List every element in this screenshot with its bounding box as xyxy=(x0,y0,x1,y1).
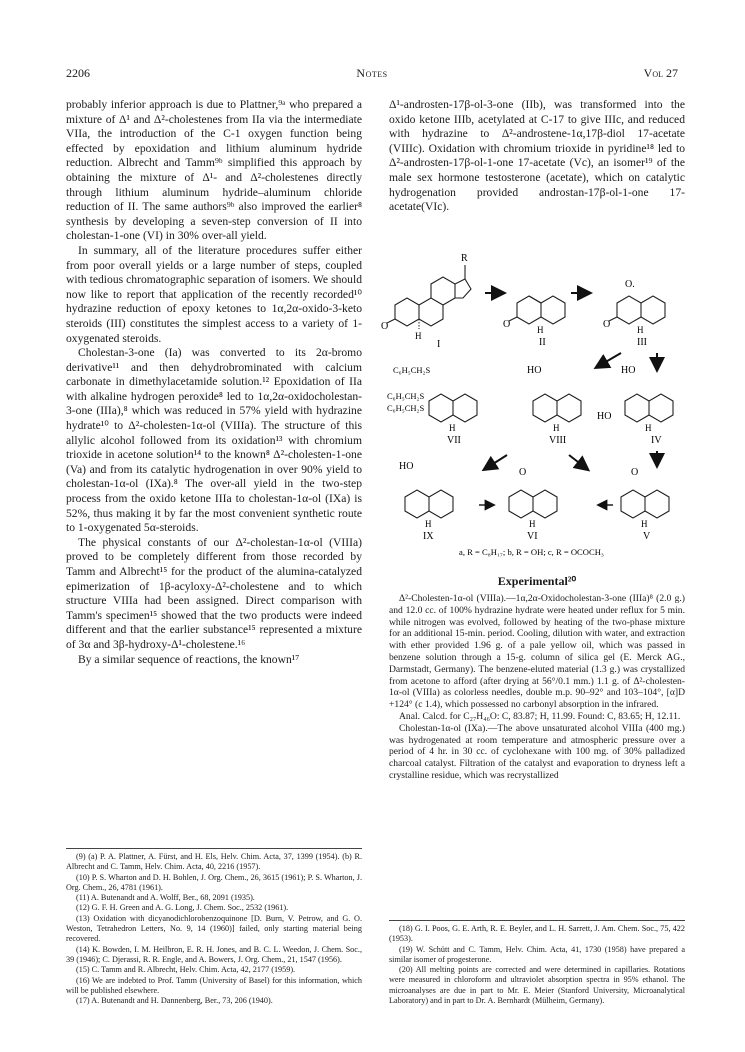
body-paragraph: By a similar sequence of reactions, the known¹⁷ xyxy=(78,652,300,666)
page-number: 2206 xyxy=(66,66,90,80)
footnote: (15) C. Tamm and R. Albrecht, Helv. Chim. Acta, 42, 2177 (1959). xyxy=(76,965,296,975)
experimental-paragraph: Δ²-Cholesten-1α-ol (VIIIa).—1α,2α-Oxidocholestan-3-one (IIIa)⁸ (2.0 g.) and 12.0 cc. of 100% hydrazine hydrate were heated under reflux for 5 min. while nitrogen was evolved, followed by heating of the two-phase mixture for an additional 15-min. period. Cooling, dilution with water, and extraction with ether provided 1.96 g. of a pale yellow oil, which was passed in benzene solution through a 15-g. column of silica gel (E. Merck AG., Darmstadt, Germany). The benzene-eluted material (1.3 g.) was crystallized from acetone to afford (after drying at 56°/0.1 mm.) 1.1 g. of Δ²-cholesten-1α-ol (VIIIa) as colorless needles, double m.p. 90–92° and 103–104°, [α]D +124° (c 1.4), which possessed no carbonyl absorption in the infrared. xyxy=(389,593,685,711)
atom-label: HO xyxy=(527,365,542,376)
substituent-label: C₆H₅CH₂S xyxy=(387,391,425,401)
atom-label: H xyxy=(449,423,456,433)
structure-II xyxy=(503,296,565,348)
footnote: (17) A. Butenandt and H. Dannenberg, Ber., 73, 206 (1940). xyxy=(76,996,273,1006)
atom-label: H xyxy=(425,519,432,529)
experimental-paragraph: Cholestan-1α-ol (IXa).—The above unsaturated alcohol VIIIa (400 mg.) was hydrogenated at room temperature and atmospheric pressure over a period of 4 hr. in 30 cc. of cyclohexane with 100 mg. of 30% palladized charcoal catalyst. Filtration of the catalyst and evaporation to dryness left a crystalline residue, which was recrystallized xyxy=(389,722,685,781)
atom-label: O xyxy=(519,467,527,478)
footnote: (19) W. Schütt and C. Tamm, Helv. Chim. Acta, 41, 1730 (1958) have prepared a similar isomer of progesterone. xyxy=(389,944,685,964)
atom-label: R xyxy=(461,253,468,264)
page-header xyxy=(66,66,678,82)
atom-label: H xyxy=(537,325,544,335)
atom-label: O xyxy=(603,319,611,330)
compound-number: IV xyxy=(651,435,662,446)
structure-I xyxy=(381,253,471,350)
compound-number: II xyxy=(539,337,546,348)
structure-III xyxy=(603,279,665,348)
atom-label: HO xyxy=(597,411,612,422)
compound-number: VI xyxy=(527,531,538,542)
compound-number: VIII xyxy=(549,435,567,446)
atom-label: H xyxy=(553,423,560,433)
substituent-label: C₆H₅CH₂S xyxy=(393,365,431,375)
atom-label: O xyxy=(503,319,511,330)
body-paragraph: In summary, all of the literature procedures suffer either from poor overall yields or a large number of steps, coupled with tedious chromatographic separation of isomers. We should now like to report that application of the recently recorded¹⁰ hydrazine reduction of epoxy ketones to 1α,2α-oxido-3-keto steroids (III) constitutes the simplest access to a variety of 1-oxygenated steroids. xyxy=(66,243,362,345)
compound-number: IX xyxy=(423,531,434,542)
atom-label: H xyxy=(415,331,422,341)
reaction-scheme xyxy=(381,243,689,563)
atom-label: O xyxy=(381,321,389,332)
structure-IX xyxy=(399,461,453,542)
atom-label: H xyxy=(529,519,536,529)
arrow xyxy=(485,455,507,469)
footnote-rule xyxy=(66,848,362,849)
left-footnotes xyxy=(66,848,362,1006)
footnote: (9) (a) P. A. Plattner, A. Fürst, and H. Els, Helv. Chim. Acta, 37, 1399 (1954). (b) R. Albrecht and C. Tamm, Helv. Chim. Acta, 40, 2216 (1957). xyxy=(66,852,362,872)
body-paragraph: Cholestan-3-one (Ia) was converted to its 2α-bromo derivative¹¹ and then dehydrobrominated with calcium carbonate in dimethylacetamide solution.¹² Epoxidation of IIa with alkaline hydrogen peroxide⁸ led to 1α,2α-oxidocholestan-3-one (IIIa),⁸ which was reduced in 57% yield with hydrazine hydrate¹⁰ to Δ²-cholesten-1α-ol (VIIIa). The structure of this allylic alcohol followed from its oxidation¹³ with chromium trioxide in acetone solution¹⁴ to the known⁸ Δ²-cholesten-1-one (Va) and from its catalytic hydrogenation in over 90% yield to cholestan-1α-ol (IXa).⁸ The over-all yield in the two-step process from the oxido ketone IIIa to cholestan-1α-ol (IXa) is 52%, thus making it by far the most convenient synthetic route to 1-oxygenated 5α-steroids. xyxy=(66,346,362,535)
compound-number: VII xyxy=(447,435,461,446)
left-column xyxy=(66,98,362,667)
footnote: (18) G. I. Poos, G. E. Arth, R. E. Beyler, and L. H. Sarrett, J. Am. Chem. Soc., 75, 422 (1953). xyxy=(389,924,685,944)
footnote: (20) All melting points are corrected and were determined in capillaries. Rotations were measured in chloroform and ultraviolet absorption spectra in 95% ethanol. The microanalyses are due in part to Mr. E. Meier (Stanford University, Microanalytical Laboratory) and in part to Dr. A. Bernhardt (Mülheim, Germany). xyxy=(389,965,685,1006)
body-paragraph: The physical constants of our Δ²-cholestan-1α-ol (VIIIa) proved to be completely different from those recorded by Tamm and Albrecht¹⁵ for the product of the alumina-catalyzed epimerization of 1β-acyloxy-Δ²-cholestene and to which structure VIIIa had been assigned. Direct comparison with Tamm's specimen¹⁵ showed that the two products were indeed different and that the earlier substance¹⁵ represented a mixture of 3α and 3β-hydroxy-Δ¹-cholestene.¹⁶ xyxy=(66,535,362,651)
structure-VI xyxy=(509,467,557,542)
compound-number: V xyxy=(643,531,651,542)
experimental-section xyxy=(389,574,685,782)
footnote: (13) Oxidation with dicyanodichlorobenzoquinone [D. Burn, V. Petrow, and G. O. Weston, Tetrahedron Letters, No. 9, 14 (1960)] failed, only starting material being recovered. xyxy=(66,913,362,944)
right-footnotes xyxy=(389,920,685,1006)
right-column-top xyxy=(389,98,685,215)
arrow xyxy=(597,353,621,367)
section-title: Experimental²⁰ xyxy=(497,574,577,588)
scheme-legend: a, R = C₈H₁₇; b, R = OH; c, R = OCOCH₃ xyxy=(459,547,604,557)
footnote: (12) G. F. H. Green and A. G. Long, J. Chem. Soc., 2532 (1961). xyxy=(76,903,289,913)
atom-label: H xyxy=(637,325,644,335)
running-head: Notes xyxy=(356,66,388,80)
volume-label: Vol 27 xyxy=(643,66,678,80)
footnote: (16) We are indebted to Prof. Tamm (University of Basel) for this information, which will be published elsewhere. xyxy=(66,975,362,995)
body-paragraph: probably inferior approach is due to Plattner,⁹ᵃ who prepared a mixture of Δ¹ and Δ²-cholestenes from IIa via the intermediate VIIa, the introduction of the C-1 oxygen function being effected by epoxidation and lithium aluminum hydride reduction. Albrecht and Tamm⁹ᵇ simplified this approach by obtaining the mixture of Δ¹- and Δ²-cholestenes directly through lithium aluminum hydride–aluminum chloride reduction of II. The same authors⁹ᵇ also improved the earlier⁸ synthesis by developing a seven-step conversion of II into cholestan-1-one (VI) in 30% over-all yield. xyxy=(66,98,362,243)
compound-number: I xyxy=(437,339,441,350)
atom-label: O xyxy=(631,467,639,478)
footnote-rule xyxy=(389,920,685,921)
atom-label: HO xyxy=(621,365,636,376)
atom-label: O. xyxy=(625,279,635,290)
footnote: (10) P. S. Wharton and D. H. Bohlen, J. Org. Chem., 26, 3615 (1961); P. S. Wharton, J. Org. Chem., 26, 4781 (1961). xyxy=(66,872,362,892)
arrow xyxy=(569,455,587,469)
footnote: (14) K. Bowden, I. M. Heilbron, E. R. H. Jones, and B. C. L. Weedon, J. Chem. Soc., 39 (1946); C. Djerassi, R. R. Engle, and A. Bowers, J. Org. Chem., 21, 1547 (1956). xyxy=(66,944,362,964)
substituent-label: C₆H₅CH₂S xyxy=(387,403,425,413)
atom-label: HO xyxy=(399,461,414,472)
structure-V xyxy=(621,467,669,542)
experimental-paragraph: Anal. Calcd. for C₂₇H₄₆O: C, 83.87; H, 11.99. Found: C, 83.65; H, 12.11. xyxy=(399,710,681,722)
scheme-svg xyxy=(381,243,689,563)
atom-label: H xyxy=(645,423,652,433)
structure-VIII xyxy=(527,365,581,446)
atom-label: H xyxy=(641,519,648,529)
structure-VII xyxy=(387,365,477,446)
structure-IV xyxy=(597,365,673,446)
compound-number: III xyxy=(637,337,647,348)
footnote: (11) A. Butenandt and A. Wolff, Ber., 68, 2091 (1935). xyxy=(76,893,255,903)
body-paragraph: Δ¹-androsten-17β-ol-3-one (IIb), was transformed into the oxido ketone IIIb, acetylated at C-17 to give IIIc, and reduced with hydrazine to Δ²-androstene-1α,17β-diol 17-acetate (VIIIc). Oxidation with chromium trioxide in pyridine¹⁸ led to Δ²-androsten-17β-ol-1-one 17-acetate (Vc), an isomer¹⁹ of the male sex hormone testosterone (acetate), which on catalytic hydrogenation provided androstan-17β-ol-1-one 17-acetate(VIc). xyxy=(389,98,685,214)
